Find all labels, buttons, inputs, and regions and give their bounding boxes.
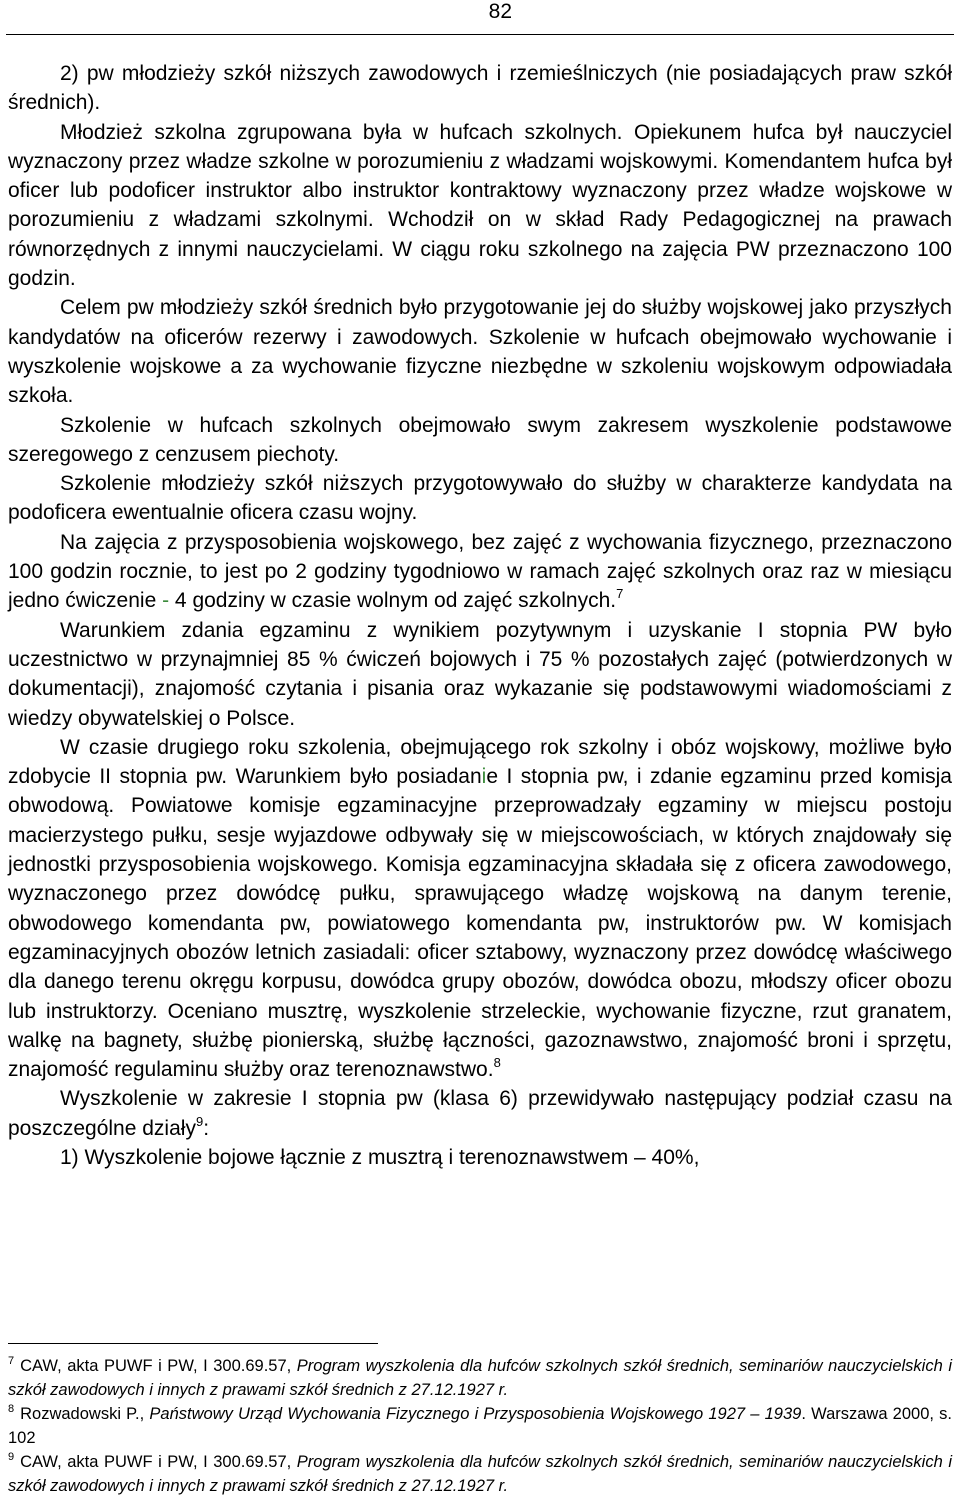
drugi-rok-text-b: e I stopnia pw, i zdanie egzaminu przed komisja obwodową. Powiatowe komisje egzaminacyjne przeprowadzały egzaminy w miejscu postoju macierzystego pułku, sesje wyjazdowe odbywały się w miejscowościach, w których znajdowały się jednostki przysposobienia wojskowego. Komisja egzaminacyjna składała się z oficera zawodowego, wyznaczonego przez dowódcę pułku, sprawującego władzę wojskową na danym terenie, obwodowego komendanta pw, powiatowego komendanta pw, instruktorów pw. W komisjach egzaminacyjnych obozów letnich zasiadali: oficer sztabowy, wyznaczony przez dowódcę właściwego dla danego terenu okręgu korpusu, dowódca grupy obozów, dowódca obozu, młodszy oficer obozu lub instruktorzy. Oceniano musztrę, wyszkolenie strzeleckie, wychowanie fizyczne, rzut granatem, walkę na bagnety, służbę pionierską, służbę łączności, gazoznawstwo, znajomość broni i sprzętu, znajomość regulaminu służby oraz terenoznawstwo. — [8, 765, 952, 1082]
footnote-title: Program wyszkolenia dla hufców szkolnych szkół średnich, seminariów nauczycielskich i szkół zawodowych i innych z prawami szkół średnich z 27.12.1927 r. — [8, 1453, 952, 1495]
footnote-8 — [8, 1402, 952, 1450]
footnote-rule — [8, 1343, 378, 1344]
footnote-number: 8 — [8, 1403, 15, 1415]
footnote-number: 7 — [8, 1355, 15, 1367]
paragraph-drugi-rok — [8, 733, 952, 1085]
footnote-source: CAW, akta PUWF i PW, I 300.69.57, — [20, 1453, 297, 1471]
paragraph-cel: Celem pw młodzieży szkół średnich było przygotowanie jej do służby wojskowej jako przyszłych kandydatów na oficerów rezerwy i zawodowych. Szkolenie w hufcach obejmowało wychowanie i wyszkolenie wojskowe a za wychowanie fizyczne niezbędne w szkoleniu wojskowym odpowiadała szkoła. — [8, 296, 952, 408]
footnotes — [8, 1354, 952, 1498]
podzial-colon: : — [203, 1116, 210, 1140]
main-text — [8, 59, 952, 1172]
paragraph-szkoly-nizsze: Szkolenie młodzieży szkół niższych przygotowywało do służby w charakterze kandydata na podoficera ewentualnie oficera czasu wojny. — [8, 472, 952, 525]
paragraph-hufce: Młodzież szkolna zgrupowana była w hufcach szkolnych. Opiekunem hufca był nauczyciel wyznaczony przez władze szkolne w porozumieniu z władzami wojskowymi. Komendantem hufca był oficer lub podoficer instruktor albo instruktor kontraktowy wyznaczony przez władze wojskowe w porozumieniu z władzami szkolnymi. Wchodził on w skład Rady Pedagogicznej na prawach równorzędnych z innymi nauczycielami. W ciągu roku szkolnego na zajęcia PW przeznaczono 100 godzin. — [8, 120, 952, 291]
paragraph-szkolenie: Szkolenie w hufcach szkolnych obejmowało swym zakresem wyszkolenie podstawowe szeregowego z cenzusem piechoty. — [8, 413, 952, 466]
paragraph-list-item-1: 1) Wyszkolenie bojowe łącznie z musztrą i terenoznawstwem – 40%, — [60, 1145, 700, 1169]
drugi-rok-letter-i: i — [481, 765, 487, 789]
footnote-source: CAW, akta PUWF i PW, I 300.69.57, — [20, 1357, 297, 1375]
paragraph-warunek: Warunkiem zdania egzaminu z wynikiem pozytywnym i uzyskanie I stopnia PW było uczestnictwo w przynajmniej 85 % ćwiczeń bojowych i 75 % pozostałych zajęć (potwierdzonych w dokumentacji), znajomość czytania i pisania oraz wykazanie się podstawowymi wiadomościami z wiedzy obywatelskiej o Polsce. — [8, 618, 952, 730]
header-rule — [6, 34, 954, 35]
footnote-ref-8: 8 — [493, 1055, 501, 1071]
footnote-tail: . Warszawa 2000, s. 102 — [8, 1405, 952, 1447]
footnote-source: Rozwadowski P., — [20, 1405, 150, 1423]
footnote-title: Państwowy Urząd Wychowania Fizycznego i Przysposobienia Wojskowego 1927 – 1939 — [149, 1405, 802, 1423]
paragraph-podzial — [8, 1084, 952, 1143]
footnote-9 — [8, 1450, 952, 1498]
zajecia-text-a: Na zajęcia z przysposobienia wojskowego, bez zajęć z wychowania fizycznego, przeznaczono 100 godzin rocznie, to jest po 2 godziny tygodniowo w ramach zajęć szkolnych oraz raz w miesiącu jedno ćwiczenie — [8, 530, 952, 613]
zajecia-dash: - — [162, 589, 170, 613]
paragraph-list-item-2: 2) pw młodzieży szkół niższych zawodowych i rzemieślniczych (nie posiadających praw szkół średnich). — [8, 62, 952, 115]
footnote-ref-9: 9 — [195, 1113, 204, 1129]
page-number: 82 — [488, 0, 512, 23]
zajecia-text-b: 4 godziny w czasie wolnym od zajęć szkolnych. — [169, 589, 617, 613]
footnote-7 — [8, 1354, 952, 1402]
footnote-ref-7: 7 — [616, 586, 624, 602]
paragraph-zajecia — [8, 528, 952, 616]
podzial-text: Wyszkolenie w zakresie I stopnia pw (klasa 6) przewidywało następujący podział czasu na poszczególne działy — [8, 1087, 952, 1140]
footnote-title: Program wyszkolenia dla hufców szkolnych szkół średnich, seminariów nauczycielskich i szkół zawodowych i innych z prawami szkół średnich z 27.12.1927 r. — [8, 1357, 952, 1399]
footnote-number: 9 — [8, 1451, 15, 1463]
drugi-rok-text-a: W czasie drugiego roku szkolenia, obejmującego rok szkolny i obóz wojskowy, możliwe było zdobycie II stopnia pw. Warunkiem było posiadan — [8, 735, 952, 789]
